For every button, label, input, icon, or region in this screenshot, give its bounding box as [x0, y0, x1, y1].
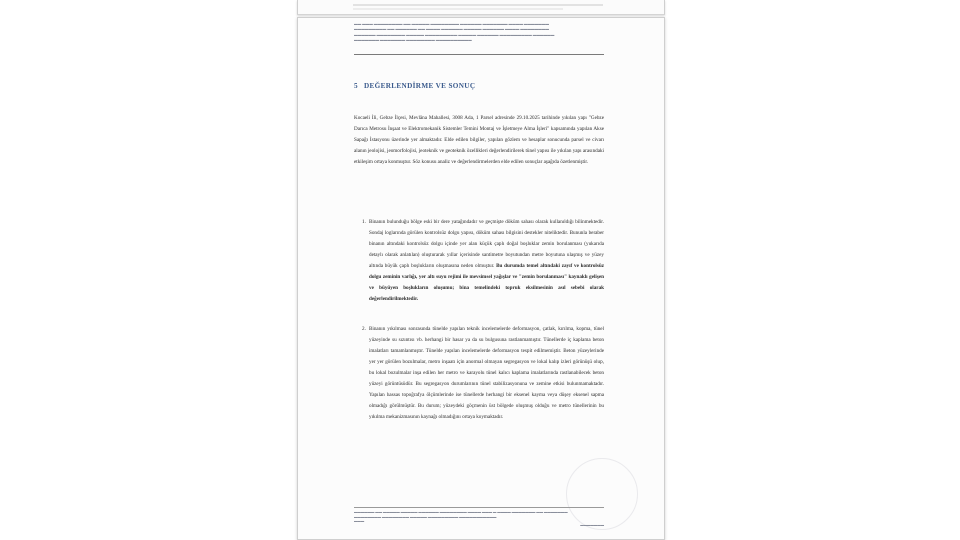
numbered-list-item-1: [362, 217, 604, 305]
list-item-text: Binanın bulunduğu bölge eski bir dere yatağındadır ve geçmişte döküm sahası olarak kullanıldığı bilinmektedir. Sondaj loglarında görülen kontrolsüz dolgu yapısı, döküm sahası bilgisini destekler niteliktedir. Bununla beraber binanın altındaki kontrolsüz dolgu içinde yer alan küçük çaplı doğal boşluklar zemin borulanması (yukarıda detaylı olarak anlatılan) oluşturarak yıllar içerisinde santimetre boyutundan metre boyutuna ulaşmış ve yüzey altında büyük çaplı boşlukların oluşmasına neden olmuştur.: [369, 219, 604, 269]
list-marker: 2.: [362, 326, 366, 332]
list-marker: 1.: [362, 219, 366, 225]
previous-page-footer-line: [353, 4, 603, 6]
intro-paragraph: Kocaeli İli, Gebze İlçesi, Mevlâna Mahallesi, 3008 Ada, 1 Parsel adresinde 29.10.2025 tarihinde yıkılan yapı "Gebze Darıca Metrosu İnşaat ve Elektromekanik Sistemler Temini Montaj ve İşletmeye Alma İşleri" kapsamında yapılan Akse Sapağı İstasyonu üzerinde yer almaktadır. Elde edilen bilgiler, yapılan gözlem ve hesaplar sonucunda parsel ve civarı alanın jeolojisi, jeomorfolojisi, jeoteknik ve geoteknik özellikleri değerlendirilerek tünel yapısı ile yıkılan yapı arasındaki etkileşim ortaya konmuştur. Söz konusu analiz ve değerlendirmelerden elde edilen sonuçlar aşağıda özetlenmiştir.: [354, 115, 604, 165]
previous-page-footer-line: [353, 8, 563, 10]
section-heading: [354, 82, 614, 90]
page-footer-blurred: ▬▬▬▬▬▬ ▬▬ ▬▬▬▬▬ ▬▬▬▬▬ ▬▬▬▬▬▬ ▬▬▬▬▬▬▬▬ ▬▬▬▬ ▬▬▬ ▬ ▬▬▬▬ ▬▬▬▬▬▬▬ ▬▬ ▬▬▬▬▬▬▬ ▬▬▬▬▬▬▬▬ ▬▬▬▬▬▬▬▬ ▬▬▬▬▬ ▬▬▬▬▬▬▬▬▬ ▬▬▬▬▬▬▬▬▬▬▬ ▬▬▬: [354, 510, 568, 524]
section-number: 5: [354, 82, 358, 90]
footer-date-blurred: ▬▬▬▬▬▬▬: [580, 523, 604, 527]
document-page: [297, 17, 665, 540]
list-item-text: Binanın yıkılması sonrasında tünelde yapılan teknik incelemelerde deformasyon, çatlak, kırılma, kopma, tünel yüzeyinde su sızıntısı vb. herhangi bir hasar ya da su bulgusuna rastlanmamıştır. Tünellerde iç kaplama beton imalatları tamamlanmıştır. Tünelde yapılan incelemelerde deformasyon tespit edilmemiştir. Beton yüzeylerinde yer yer görülen bozulmalar, metro inşaatı için anormal olmayan segregasyon ve lokal kalıp izleri görünüşü olup, bu lokal bozulmalar inşa edilen her metro ve karayolu tünel kalıcı kaplama imalatlarında rastlanabilecek beton yüzeyi görüntüsüdür. Bu segregasyon durumlarının tünel stabilizasyonuna ve zemine etkisi bulunmamaktadır. Yapılan hassas topoğrafya ölçümlerinde ise tünellerde herhangi bir eksenel kayma veya düşey eksenel sapma olmadığı görülmüştür. Bu durum; yüzeydeki göçmenin üst bölgede oluşmuş olduğu ve metro tünellerinin bu yıkılma mekanizmasının kaynağı olmadığını ortaya koymaktadır.: [369, 326, 604, 420]
section-title: DEĞERLENDİRME VE SONUÇ: [363, 82, 476, 90]
numbered-list-item-2: [362, 324, 604, 423]
footer-divider: [354, 507, 604, 508]
header-divider: [354, 54, 604, 55]
list-item-bold-text: Bu durumda temel altındaki zayıf ve kontrolsüz dolgu zeminin varlığı, yer altı suyu rejimi ile mevsimsel yağışlar ve "zemin borulanması" kaynaklı gelişen ve büyüyen boşlukların oluşumu; bina temelindeki topruk eksilmesinin asıl sebebi olarak değerlendirilmektedir.: [369, 263, 604, 302]
previous-page-edge: [297, 0, 665, 15]
page-header-blurred: ▬▬ ▬▬▬ ▬▬▬▬▬▬▬▬ ▬▬ ▬▬▬▬▬ ▬▬▬▬▬▬▬▬ ▬▬▬▬▬▬ ▬▬▬▬▬▬▬ ▬▬▬▬ ▬▬▬▬▬▬▬ ▬▬▬▬▬▬▬▬▬ ▬▬ ▬▬▬▬▬▬ ▬▬ ▬▬▬▬ ▬▬▬▬▬▬ ▬▬▬▬▬ ▬▬▬▬▬▬ ▬▬▬▬ ▬▬▬▬▬▬▬▬ ▬▬▬▬▬▬ ▬▬▬▬▬▬▬▬ ▬▬▬▬▬ ▬▬▬▬▬▬▬▬▬ ▬▬▬▬▬ ▬▬▬▬▬▬ ▬▬▬▬▬▬▬▬▬ ▬▬▬▬▬▬ ▬▬▬▬▬▬▬ ▬▬▬▬▬▬▬ ▬▬▬▬▬▬▬▬ ▬▬▬▬▬▬▬▬▬▬: [354, 22, 555, 43]
